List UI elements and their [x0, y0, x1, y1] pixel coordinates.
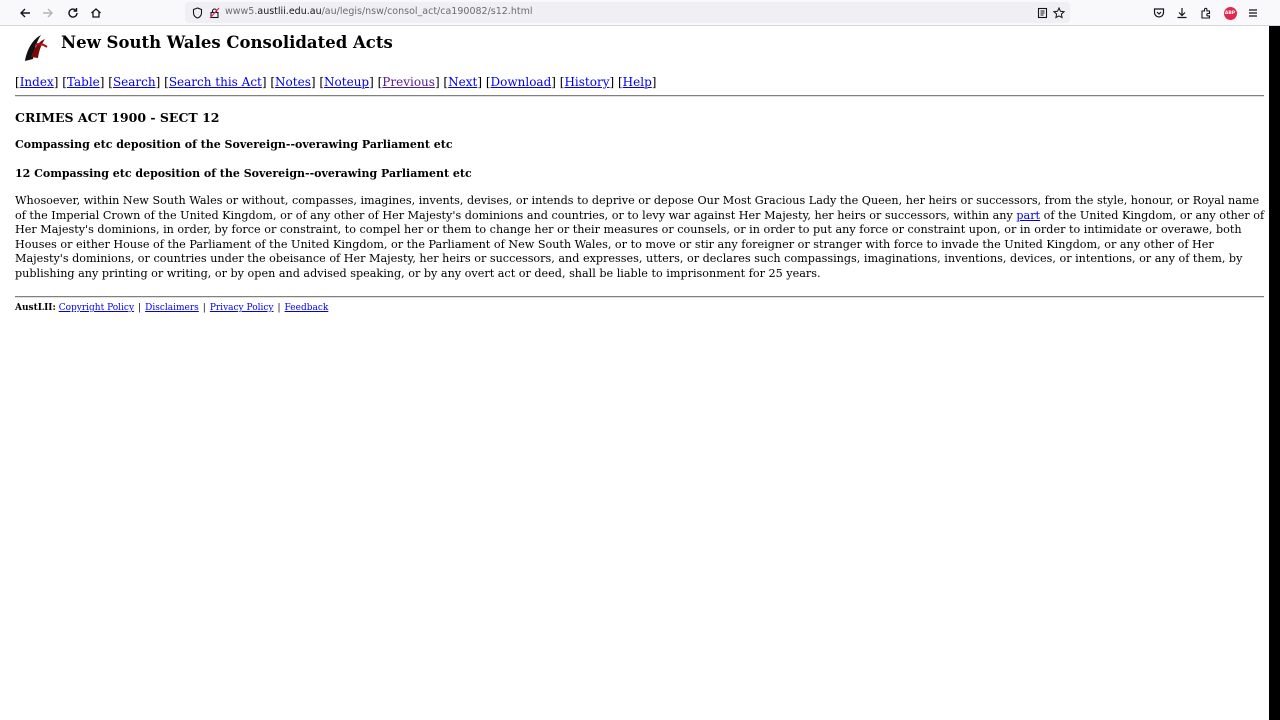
nav-index-link[interactable]: Index	[19, 75, 54, 89]
insecure-lock-icon[interactable]	[207, 6, 221, 19]
footer-divider	[15, 296, 1264, 298]
back-icon[interactable]	[15, 3, 35, 23]
pocket-icon[interactable]	[1149, 3, 1169, 23]
tracking-shield-icon[interactable]	[190, 6, 204, 19]
nav-next-link[interactable]: Next	[448, 75, 478, 89]
nav-history-link[interactable]: History	[564, 75, 610, 89]
copyright-policy-link[interactable]: Copyright Policy	[58, 303, 135, 313]
nav-noteup-link[interactable]: Noteup	[324, 75, 370, 89]
section-title: Compassing etc deposition of the Sovereign--overawing Parliament etc	[15, 138, 453, 151]
disclaimers-link[interactable]: Disclaimers	[145, 303, 199, 313]
site-title: New South Wales Consolidated Acts	[61, 33, 393, 52]
nav-help-link[interactable]: Help	[622, 75, 652, 89]
nav-download-link[interactable]: Download	[490, 75, 552, 89]
nav-search-this-act-link[interactable]: Search this Act	[168, 75, 262, 89]
extensions-icon[interactable]	[1196, 3, 1216, 23]
privacy-policy-link[interactable]: Privacy Policy	[209, 303, 274, 313]
web-page	[0, 26, 1269, 720]
feedback-link[interactable]: Feedback	[284, 303, 329, 313]
browser-toolbar	[0, 0, 1280, 26]
scrollbar[interactable]	[1269, 26, 1280, 720]
navigation-bar: [Index] [Table] [Search] [Search this Act] [Notes] [Noteup] [Previous] [Next] [Download] [History] [Help]	[15, 75, 657, 89]
nav-table-link[interactable]: Table	[66, 75, 100, 89]
section-body: Whosoever, within New South Wales or without, compasses, imagines, invents, devises, or intends to deprive or depose Our Most Gracious Lady the Queen, her heirs or successors, from the style, honour, or Royal name of the Imperial Crown of the United Kingdom, or of any other of Her Majesty's dominions and countries, or to levy war against Her Majesty, her heirs or successors, within any part of the United Kingdom, or any other of Her Majesty's dominions, in order, by force or constraint, to compel her or them to change her or their measures or counsels, or in order to put any force or constraint upon, or in order to intimidate or overawe, both Houses or either House of the Parliament of the United Kingdom, or the Parliament of New South Wales, or to move or stir any foreigner or stranger with force to invade the United Kingdom, or any other of Her Majesty's dominions, or countries under the obeisance of Her Majesty, her heirs or successors, and expresses, utters, or declares such compassings, imaginations, inventions, devices, or intentions, or any of them, by publishing any printing or writing, or by open and advised speaking, or by any overt act or deed, shall be liable to imprisonment for 25 years.	[15, 194, 1265, 280]
reader-view-icon[interactable]	[1035, 6, 1049, 19]
footer: AustLII: Copyright Policy | Disclaimers | Privacy Policy | Feedback	[15, 303, 329, 313]
part-definition-link[interactable]: part	[1016, 208, 1041, 222]
bookmark-star-icon[interactable]	[1052, 6, 1066, 19]
menu-icon[interactable]	[1243, 3, 1263, 23]
adblock-extension-icon[interactable]: ABP	[1220, 3, 1240, 23]
nav-search-link[interactable]: Search	[112, 75, 156, 89]
downloads-icon[interactable]	[1172, 3, 1192, 23]
act-heading: CRIMES ACT 1900 - SECT 12	[15, 110, 220, 125]
forward-icon[interactable]	[38, 3, 58, 23]
url-text[interactable]: www5.austlii.edu.au/au/legis/nsw/consol_act/ca190082/s12.html	[225, 6, 533, 17]
reload-icon[interactable]	[63, 3, 83, 23]
nav-previous-link[interactable]: Previous	[382, 75, 435, 89]
home-icon[interactable]	[86, 3, 106, 23]
nav-notes-link[interactable]: Notes	[275, 75, 311, 89]
section-number-title: 12 Compassing etc deposition of the Sovereign--overawing Parliament etc	[15, 167, 472, 180]
austlii-logo[interactable]	[21, 31, 51, 63]
header-divider	[15, 95, 1264, 97]
url-bar[interactable]	[185, 2, 1070, 23]
footer-label: AustLII:	[15, 303, 56, 313]
